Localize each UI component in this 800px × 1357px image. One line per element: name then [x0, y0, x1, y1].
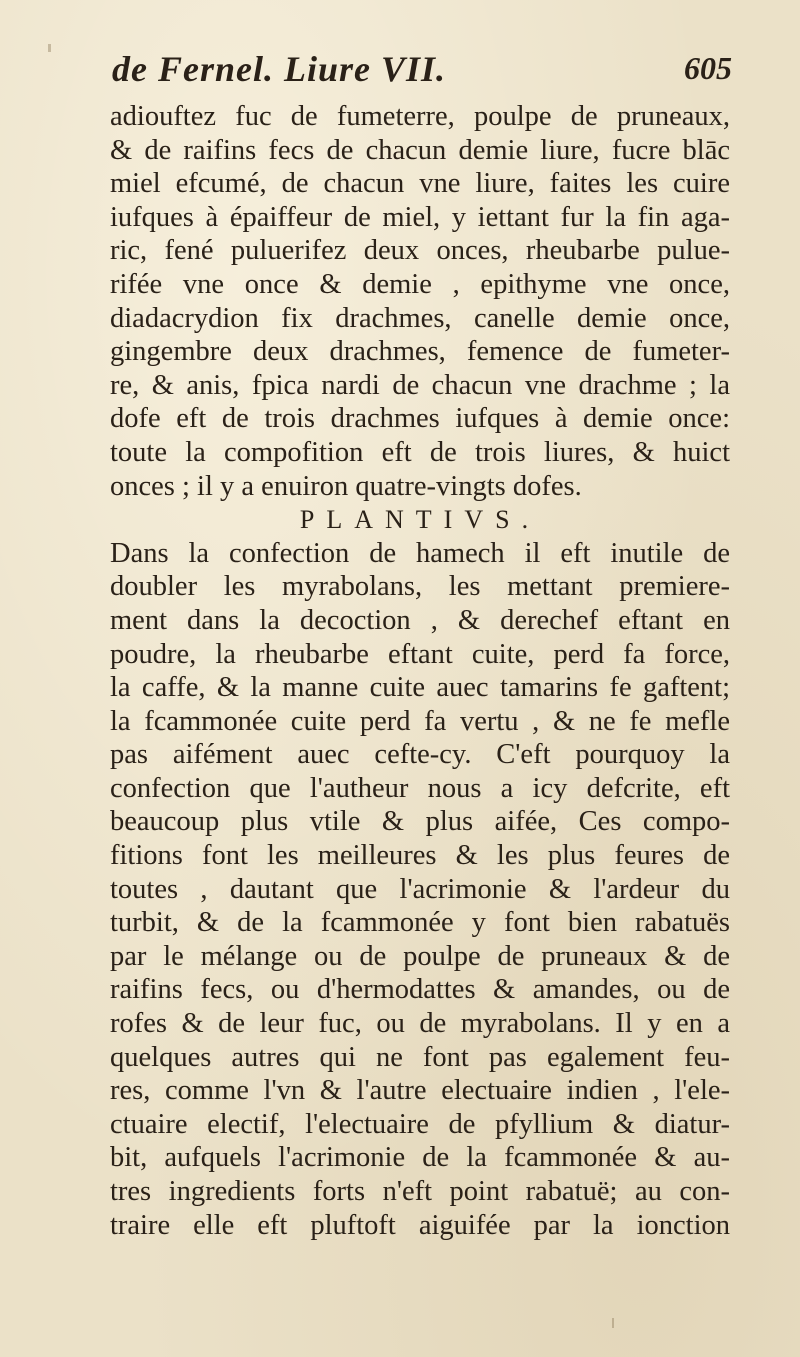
- text-line: ment dans la decoction , & derechef eftant en: [110, 604, 730, 636]
- text-line: ric, fené puluerifez deux onces, rheubarbe pulue-: [110, 235, 730, 267]
- text-line: traire elle eft pluftoft aiguifée par la ionction: [110, 1209, 730, 1241]
- text-line: confection que l'autheur nous a icy defcrite, eft: [110, 772, 730, 804]
- paper-speck: [612, 1318, 614, 1328]
- text-line: la caffe, & la manne cuite auec tamarins fe gaftent;: [110, 672, 730, 704]
- text-line: Dans la confection de hamech il eft inutile de: [110, 537, 730, 569]
- text-line: bit, aufquels l'acrimonie de la fcammonée & au-: [110, 1142, 730, 1174]
- running-title: de Fernel. Liure VII.: [112, 49, 447, 89]
- text-line: res, comme l'vn & l'autre electuaire indien , l'ele-: [110, 1075, 730, 1107]
- text-line: iufques à épaiffeur de miel, y iettant fur la fin aga-: [110, 201, 730, 233]
- section-heading: PLANTIVS.: [299, 505, 541, 535]
- text-line: & de raifins fecs de chacun demie liure, fucre blāc: [110, 134, 730, 166]
- text-line: ctuaire electif, l'electuaire de pfyllium & diatur-: [110, 1108, 730, 1140]
- text-line: beaucoup plus vtile & plus aifée, Ces compo-: [110, 806, 730, 838]
- text-line: poudre, la rheubarbe eftant cuite, perd fa force,: [110, 638, 730, 670]
- text-line: re, & anis, fpica nardi de chacun vne drachme ; la: [110, 369, 730, 401]
- text-line: la fcammonée cuite perd fa vertu , & ne fe mefle: [110, 705, 730, 737]
- text-line: par le mélange ou de poulpe de pruneaux & de: [110, 940, 730, 972]
- text-line: gingembre deux drachmes, femence de fumeter-: [110, 336, 730, 368]
- text-line: quelques autres qui ne font pas egalement feu-: [110, 1041, 730, 1073]
- text-line: rofes & de leur fuc, ou de myrabolans. Il y en a: [110, 1008, 730, 1040]
- text-line: fitions font les meilleures & les plus feures de: [110, 840, 730, 872]
- text-line: tres ingredients forts n'eft point rabatuë; au con-: [110, 1176, 730, 1207]
- text-line: toute la compofition eft de trois liures, & huict: [110, 436, 730, 468]
- text-line: dofe eft de trois drachmes iufques à demie once:: [110, 403, 730, 435]
- running-head: [112, 48, 732, 98]
- text-line: rifée vne once & demie , epithyme vne once,: [110, 268, 730, 300]
- text-line: adiouftez fuc de fumeterre, poulpe de pruneaux,: [110, 101, 730, 132]
- text-line: raifins fecs, ou d'hermodattes & amandes, ou de: [110, 974, 730, 1006]
- text-line: doubler les myrabolans, les mettant premiere-: [110, 571, 730, 603]
- text-line: onces ; il y a enuiron quatre-vingts dofes.: [110, 470, 582, 502]
- text-line: miel efcumé, de chacun vne liure, faites les cuire: [110, 168, 730, 200]
- text-line: turbit, & de la fcammonée y font bien rabatuës: [110, 907, 730, 939]
- paper-speck: [48, 44, 51, 52]
- page-number: 605: [684, 50, 732, 86]
- text-line: diadacrydion fix drachmes, canelle demie once,: [110, 302, 730, 334]
- body-text: [110, 100, 730, 1242]
- text-line: toutes , dautant que l'acrimonie & l'ardeur du: [110, 873, 730, 905]
- text-line: pas aifément auec cefte-cy. C'eft pourquoy la: [110, 739, 730, 771]
